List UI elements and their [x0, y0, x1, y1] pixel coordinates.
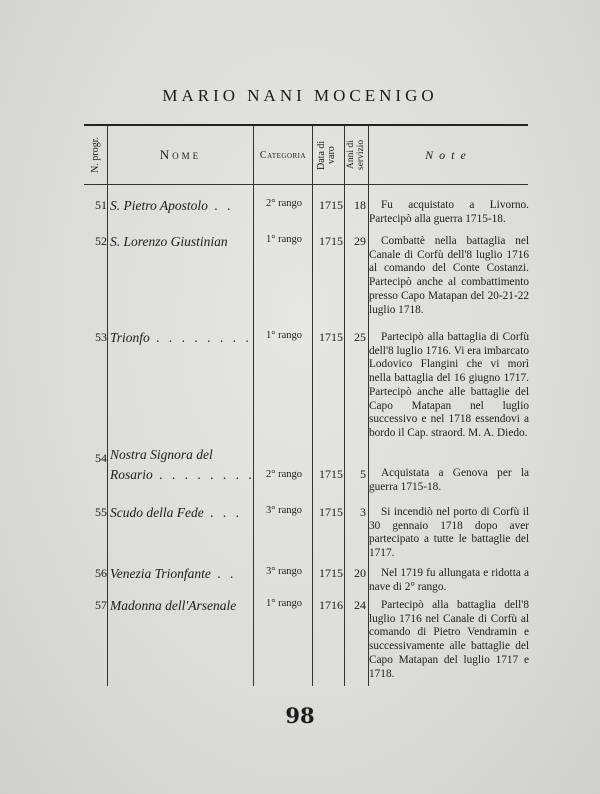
years-of-service: 25 — [354, 330, 366, 344]
header-anni-servizio — [345, 126, 368, 184]
header-prog-label: N. progr. — [89, 137, 101, 173]
header-note-label: Note — [425, 147, 472, 162]
header-note — [369, 126, 528, 184]
row-number: 57 — [95, 598, 107, 612]
ship-name — [110, 196, 255, 216]
years-of-service: 29 — [354, 234, 366, 248]
launch-year: 1715 — [319, 566, 343, 580]
launch-year: 1715 — [319, 234, 343, 248]
ship-name — [110, 328, 255, 348]
ship-category: 2° rango — [266, 469, 302, 480]
running-head: MARIO NANI MOCENIGO — [162, 86, 438, 105]
header-prog — [84, 126, 107, 184]
ship-note: Fu acquistato a Livorno. Partecipò alla guerra 1715-18. — [369, 199, 529, 225]
ship-name — [110, 503, 255, 523]
ship-name-text: Scudo della Fede — [110, 505, 204, 520]
years-of-service: 3 — [360, 505, 366, 519]
ship-name-text: Madonna dell'Arsenale — [110, 598, 237, 613]
ship-name-text: Nostra Signora del Rosario — [110, 447, 213, 482]
ship-category: 3° rango — [266, 566, 302, 577]
header-data-varo-label: Data di varo — [315, 140, 337, 170]
header-data-varo — [313, 126, 344, 184]
row-number: 54 — [95, 451, 107, 465]
years-of-service: 24 — [354, 598, 366, 612]
years-of-service: 20 — [354, 566, 366, 580]
ship-note: Partecipò alla battaglia dell'8 luglio 1716 nel Canale di Corfù al comando di Pietro Vendramin e successivamente alle battaglie del Capo Matapan del luglio 1717 e 1718. — [369, 599, 529, 680]
launch-year: 1715 — [319, 467, 343, 481]
ship-category: 1° rango — [266, 234, 302, 245]
ship-note: Nel 1719 fu allungata e ridotta a nave di 2° rango. — [369, 567, 529, 593]
ship-name — [110, 445, 255, 485]
row-number: 55 — [95, 505, 107, 519]
header-nome-label: Nome — [159, 147, 202, 162]
header-bottom-rule — [84, 184, 528, 185]
launch-year: 1716 — [319, 598, 343, 612]
ship-name — [110, 564, 255, 584]
row-number: 51 — [95, 198, 107, 212]
leader-dots: . . — [210, 566, 237, 581]
header-categoria — [254, 126, 312, 184]
ship-note: Si incendiò nel porto di Corfù il 30 gennaio 1718 dopo aver partecipato a tutte le battaglie del 1717. — [369, 506, 529, 560]
ship-name — [110, 596, 255, 616]
row-number: 52 — [95, 234, 107, 248]
launch-year: 1715 — [319, 330, 343, 344]
header-categoria-label: Categoria — [259, 149, 307, 161]
ship-name-text: Trionfo — [110, 330, 150, 345]
leader-dots: . . . . . . . . — [152, 467, 255, 482]
ship-name — [110, 232, 255, 252]
launch-year: 1715 — [319, 198, 343, 212]
leader-dots: . . . . . . . . — [149, 330, 252, 345]
ship-category: 3° rango — [266, 505, 302, 516]
column-rule — [107, 126, 108, 686]
leader-dots: . . . — [203, 505, 242, 520]
ship-name-text: Venezia Trionfante — [110, 566, 211, 581]
ship-category: 2° rango — [266, 198, 302, 209]
ship-note: Partecipò alla battaglia di Corfù dell'8 luglio 1716. Vi era imbarcato Lodovico Flangini che vi morì nella battaglia del 16 giugno 1717. Partecipò anche alle battaglie del Capo Matapan nel luglio successivo e nel 1718 essendovi a bordo il Cap. straord. M. A. Diedo. — [369, 331, 529, 439]
leader-dots: . . — [207, 198, 234, 213]
ship-note: Acquistata a Genova per la guerra 1715-18. — [369, 467, 529, 493]
years-of-service: 5 — [360, 467, 366, 481]
page-number: 98 — [285, 703, 315, 728]
header-anni-servizio-label: Anni di servizio — [345, 139, 366, 171]
row-number: 53 — [95, 330, 107, 344]
ship-name-text: S. Pietro Apostolo — [110, 198, 208, 213]
ship-name-text: S. Lorenzo Giustinian — [110, 234, 228, 249]
header-nome — [108, 126, 253, 184]
row-number: 56 — [95, 566, 107, 580]
years-of-service: 18 — [354, 198, 366, 212]
ship-note: Combattè nella battaglia nel Canale di Corfù dell'8 luglio 1716 al comando del Conte Costanzi. Partecipò anche al combattimento presso Capo Matapan del 20-21-22 luglio 1718. — [369, 235, 529, 316]
ship-category: 1° rango — [266, 330, 302, 341]
ship-category: 1° rango — [266, 598, 302, 609]
launch-year: 1715 — [319, 505, 343, 519]
